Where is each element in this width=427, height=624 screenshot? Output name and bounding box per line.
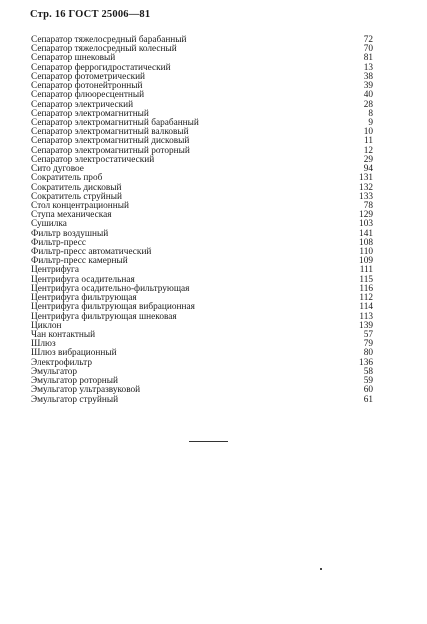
index-page-number: 40	[363, 90, 373, 101]
index-page-number: 94	[363, 164, 373, 175]
index-entry	[31, 359, 373, 368]
index-term: Центрифуга осадительно-фильтрующая	[31, 283, 190, 294]
index-entry	[31, 211, 373, 220]
index-term: Сепаратор тяжелосредный барабанный	[31, 35, 187, 45]
index-page-number: 58	[363, 366, 373, 377]
index-page-number: 113	[359, 311, 373, 322]
index-term: Фильтр-пресс автоматический	[31, 247, 152, 258]
index-page-number: 29	[363, 154, 373, 165]
index-page-number: 78	[363, 200, 373, 211]
index-page-number: 131	[359, 173, 373, 184]
index-page-number: 111	[359, 265, 373, 276]
index-term: Фильтр-пресс	[31, 237, 87, 248]
index-term: Сепаратор электромагнитный	[31, 108, 149, 119]
index-term: Сепаратор тяжелосредный колесный	[31, 44, 177, 55]
index-term: Эмульгатор струйный	[31, 394, 119, 405]
scan-speck	[320, 568, 322, 570]
index-term: Фильтр-пресс камерный	[31, 256, 128, 267]
index-term: Сепаратор фотометрический	[31, 71, 146, 82]
index-term: Сепаратор электромагнитный валковый	[31, 127, 189, 138]
index-page-number: 81	[363, 53, 373, 64]
index-term: Эмульгатор ультразвуковой	[31, 385, 141, 396]
index-page-number: 38	[363, 71, 373, 82]
index-page-number: 72	[363, 35, 373, 45]
index-term: Сепаратор электромагнитный барабанный	[31, 117, 199, 128]
index-page-number: 141	[359, 228, 373, 239]
index-term: Сепаратор фотонейтронный	[31, 81, 143, 92]
index-page-number: 108	[359, 237, 373, 248]
index-term: Сито дуговое	[31, 164, 84, 175]
index-page-number: 13	[363, 62, 373, 73]
index-term: Центрифуга	[31, 265, 79, 276]
index-term: Эмульгатор роторный	[31, 376, 119, 387]
index-page-number: 139	[359, 320, 373, 331]
page-header: Стр. 16 ГОСТ 25006—81	[30, 9, 151, 20]
index-term: Сепаратор электромагнитный роторный	[31, 145, 190, 156]
index-term: Сепаратор флюоресцентный	[31, 90, 145, 101]
index-term: Сушилка	[31, 219, 67, 230]
index-page-number: 133	[359, 191, 373, 202]
index-page-number: 114	[359, 302, 373, 313]
index-page-number: 80	[363, 348, 373, 359]
index-term: Центрифуга осадительная	[31, 274, 135, 285]
index-term: Электрофильтр	[31, 357, 92, 368]
index-term: Сократитель дисковый	[31, 182, 122, 193]
index-page-number: 60	[363, 385, 373, 396]
index-page-number: 9	[368, 117, 373, 128]
index-page-number: 136	[359, 357, 373, 368]
index-term: Фильтр воздушный	[31, 228, 109, 239]
index-term: Чан контактный	[31, 330, 96, 340]
index-term: Ступа механическая	[31, 210, 112, 221]
index-term: Шлюз вибрационный	[31, 348, 117, 359]
index-term: Сепаратор феррогидростатический	[31, 62, 171, 73]
index-page-number: 109	[359, 256, 373, 267]
index-page-number: 28	[363, 99, 373, 110]
index-term: Сепаратор электромагнитный дисковый	[31, 136, 190, 147]
index-term: Сепаратор электрический	[31, 99, 134, 110]
index-entry	[31, 331, 373, 340]
index-page-number: 39	[363, 81, 373, 92]
index-term: Центрифуга фильтрующая шнековая	[31, 311, 177, 322]
index-page-number: 12	[363, 145, 373, 156]
index-page-number: 110	[359, 247, 373, 258]
index-term: Центрифуга фильтрующая вибрационная	[31, 302, 195, 313]
index-term: Сепаратор электростатический	[31, 154, 155, 165]
index-term: Центрифуга фильтрующая	[31, 293, 137, 304]
end-rule	[189, 441, 228, 442]
index-page-number: 8	[368, 108, 373, 119]
index-page-number: 59	[363, 376, 373, 387]
index-page-number: 129	[359, 210, 373, 221]
index-page-number: 116	[359, 283, 373, 294]
index-term: Сократитель струйный	[31, 191, 122, 202]
index-term: Циклон	[31, 320, 62, 331]
index-page-number: 103	[359, 219, 373, 230]
index-page-number: 70	[363, 44, 373, 55]
index-term: Эмульгатор	[31, 366, 78, 377]
index-page-number: 11	[364, 136, 373, 147]
index-page-number: 112	[359, 293, 373, 304]
index-page-number: 132	[359, 182, 373, 193]
index-term: Шлюз	[31, 339, 56, 350]
index-term: Стол концентрационный	[31, 200, 129, 211]
index-entry	[31, 396, 373, 405]
index-term: Сепаратор шнековый	[31, 53, 116, 64]
index-page-number: 61	[363, 394, 373, 405]
index-page-number: 57	[363, 330, 373, 340]
index-entry	[31, 313, 373, 322]
index-page-number: 10	[363, 127, 373, 138]
index-page-number: 79	[363, 339, 373, 350]
index-entry	[31, 257, 373, 266]
index-term: Сократитель проб	[31, 173, 103, 184]
index-list	[31, 36, 373, 405]
index-page-number: 115	[359, 274, 373, 285]
